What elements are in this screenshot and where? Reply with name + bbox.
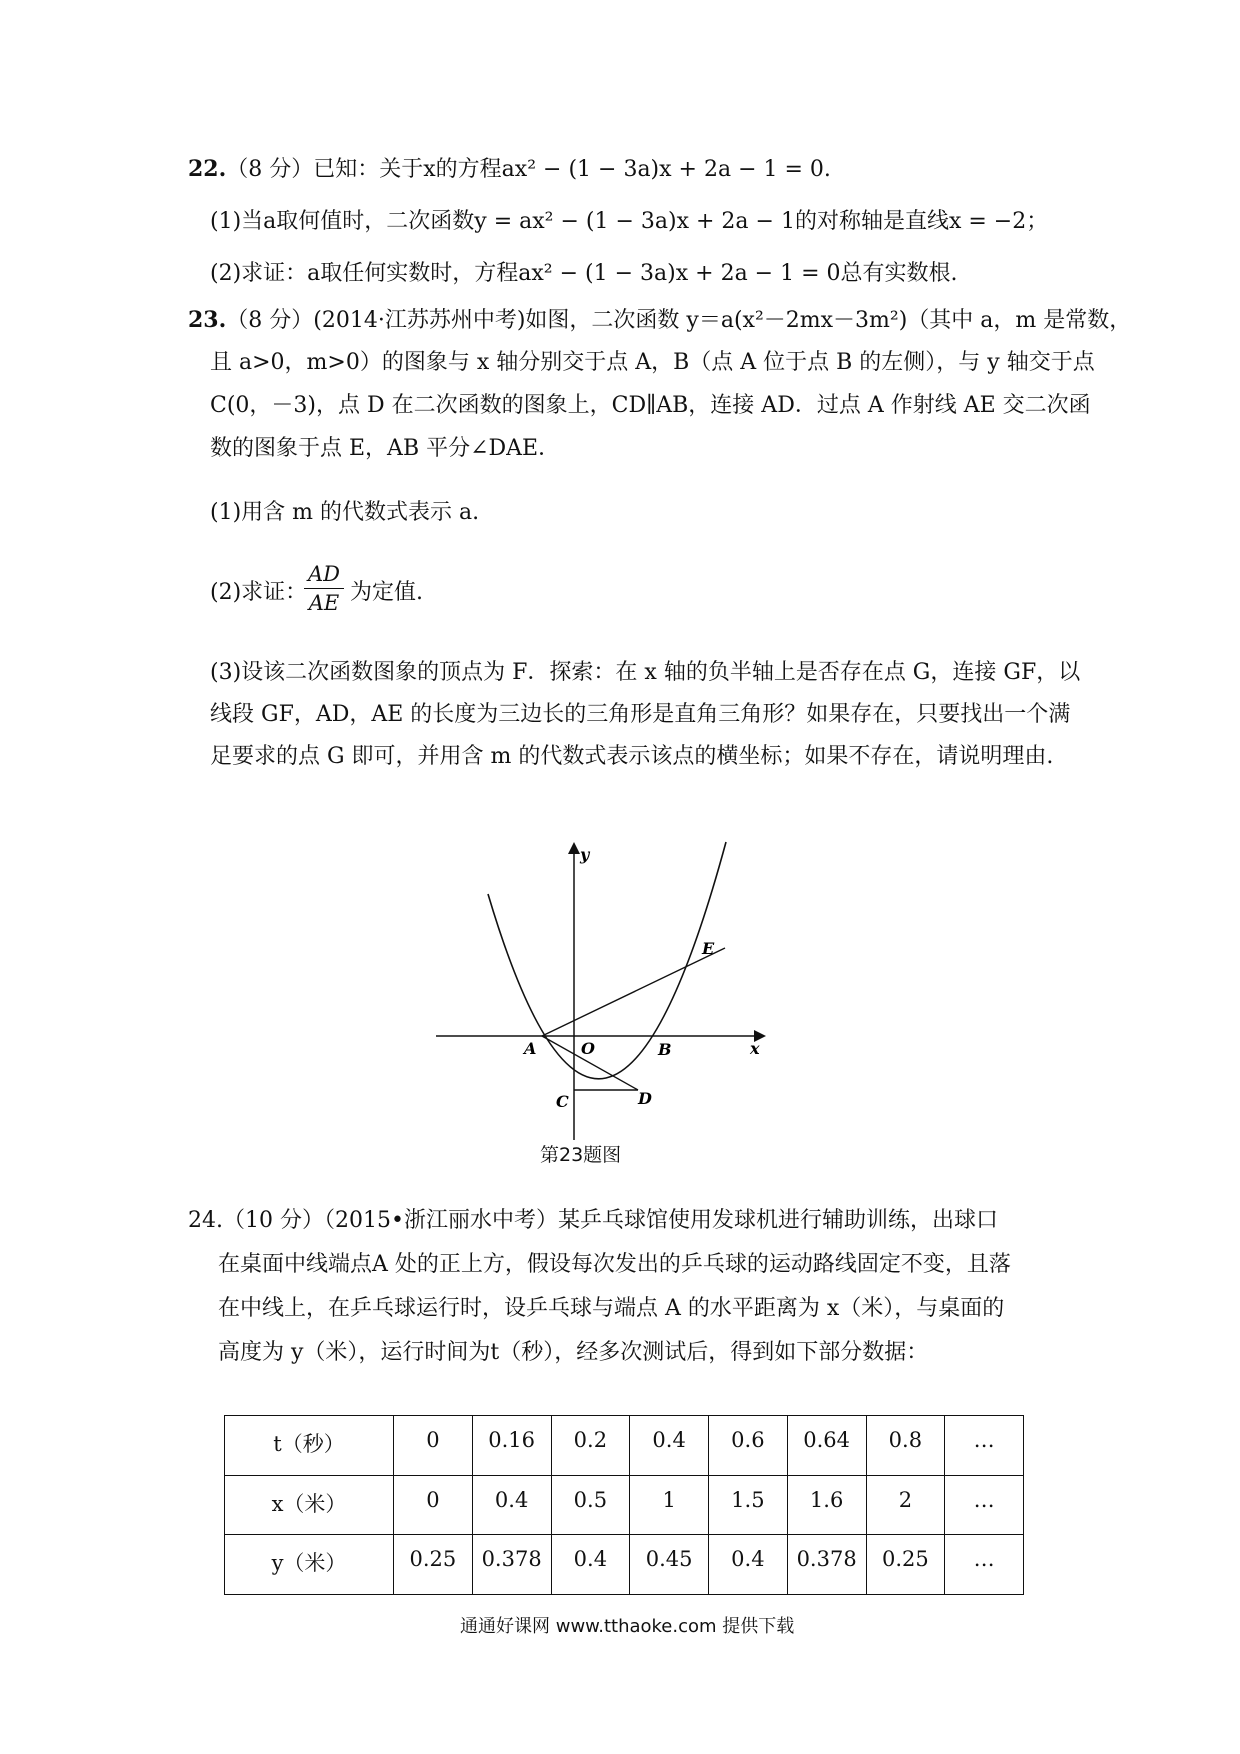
q23-line2: 且 a>0，m>0）的图象与 x 轴分别交于点 A，B（点 A 位于点 B 的左侧），与 y 轴交于点 <box>210 350 1095 375</box>
q24-line4: 高度为 y（米），运行时间为t（秒），经多次测试后，得到如下部分数据： <box>218 1340 929 1365</box>
table-cell: … <box>945 1535 1024 1595</box>
q23-part2-suffix: 为定值. <box>350 580 423 605</box>
table-row-header: x（米） <box>225 1475 394 1535</box>
table-cell: 0.378 <box>472 1535 551 1595</box>
q23-part1: (1)用含 m 的代数式表示 a. <box>210 500 480 525</box>
table-cell: 0.64 <box>787 1416 866 1476</box>
q23-part2-prefix: (2)求证： <box>210 580 308 605</box>
table-cell: 0.4 <box>630 1416 709 1476</box>
table-row-header: y（米） <box>225 1535 394 1595</box>
table-cell: 0.4 <box>709 1535 788 1595</box>
table-cell: 0.4 <box>472 1475 551 1535</box>
q22-number: 22. <box>188 156 227 182</box>
table-cell: 0.16 <box>472 1416 551 1476</box>
table-cell: 0.378 <box>787 1535 866 1595</box>
label-e: E <box>702 939 715 958</box>
fraction-numerator: AD <box>307 562 340 586</box>
q22-part2: (2)求证：a取任何实数时，方程ax² − (1 − 3a)x + 2a − 1 = 0总有实数根. <box>210 261 958 286</box>
q23-number: 23. <box>188 307 227 333</box>
q24-number: 24. <box>188 1208 223 1233</box>
table-cell: 0 <box>394 1475 473 1535</box>
q23-part3-line2: 线段 GF，AD，AE 的长度为三边长的三角形是直角三角形？如果存在，只要找出一个满 <box>210 702 1071 727</box>
q23-line1-wrap <box>188 305 1131 336</box>
label-b: B <box>658 1040 672 1059</box>
table-cell: 0.6 <box>709 1416 788 1476</box>
table-cell: 0.8 <box>866 1416 945 1476</box>
table-row <box>225 1475 1024 1535</box>
q24-line1: （10 分）（2015•浙江丽水中考）某乒乓球馆使用发球机进行辅助训练，出球口 <box>223 1208 998 1233</box>
q23-line1: （8 分）(2014·江苏苏州中考)如图，二次函数 y＝a(x²－2mx－3m²)（其中 a，m 是常数， <box>226 308 1132 333</box>
footer-watermark: 通通好课网 www.tthaoke.com 提供下载 <box>460 1616 795 1637</box>
label-a: A <box>524 1039 537 1058</box>
q22-stem: （8 分）已知：关于x的方程ax² − (1 − 3a)x + 2a − 1 = 0. <box>226 157 831 182</box>
table-cell: 0 <box>394 1416 473 1476</box>
label-y: y <box>580 845 590 864</box>
table-cell: 0.25 <box>394 1535 473 1595</box>
q23-fraction <box>302 560 346 617</box>
q24-line2: 在桌面中线端点A 处的正上方，假设每次发出的乒乓球的运动路线固定不变，且落 <box>218 1252 1011 1277</box>
q22-stem-line <box>188 154 831 185</box>
ray-ae <box>542 948 725 1036</box>
table-cell: 1 <box>630 1475 709 1535</box>
table-row <box>225 1416 1024 1476</box>
q23-line3: C(0，－3)，点 D 在二次函数的图象上，CD∥AB，连接 AD．过点 A 作射线 AE 交二次函 <box>210 393 1091 418</box>
data-table <box>224 1415 1024 1595</box>
q24-line1-wrap <box>188 1206 998 1236</box>
table-cell: 1.6 <box>787 1475 866 1535</box>
table-cell: 0.2 <box>551 1416 630 1476</box>
table-row-header: t（秒） <box>225 1416 394 1476</box>
table-cell: 0.5 <box>551 1475 630 1535</box>
q23-line4: 数的图象于点 E，AB 平分∠DAE． <box>210 436 561 461</box>
table-cell: … <box>945 1475 1024 1535</box>
figure-caption: 第23题图 <box>540 1144 622 1166</box>
fraction-denominator: AE <box>308 591 340 615</box>
label-o: O <box>581 1039 595 1058</box>
table-row <box>225 1535 1024 1595</box>
label-d: D <box>638 1089 652 1108</box>
table-cell: 2 <box>866 1475 945 1535</box>
q24-line3: 在中线上，在乒乓球运行时，设乒乓球与端点 A 的水平距离为 x（米），与桌面的 <box>218 1296 1005 1321</box>
label-x: x <box>750 1039 760 1058</box>
table-cell: 0.25 <box>866 1535 945 1595</box>
q23-part3-line3: 足要求的点 G 即可，并用含 m 的代数式表示该点的横坐标；如果不存在，请说明理由. <box>210 744 1054 769</box>
q23-part3-line1: (3)设该二次函数图象的顶点为 F．探索：在 x 轴的负半轴上是否存在点 G，连接 GF，以 <box>210 660 1081 685</box>
table-cell: … <box>945 1416 1024 1476</box>
table-cell: 1.5 <box>709 1475 788 1535</box>
table-cell: 0.4 <box>551 1535 630 1595</box>
label-c: C <box>556 1092 569 1111</box>
table-cell: 0.45 <box>630 1535 709 1595</box>
q22-part1: (1)当a取何值时，二次函数y = ax² − (1 − 3a)x + 2a − 1的对称轴是直线x = −2； <box>210 209 1049 234</box>
parabola-figure <box>430 840 775 1150</box>
